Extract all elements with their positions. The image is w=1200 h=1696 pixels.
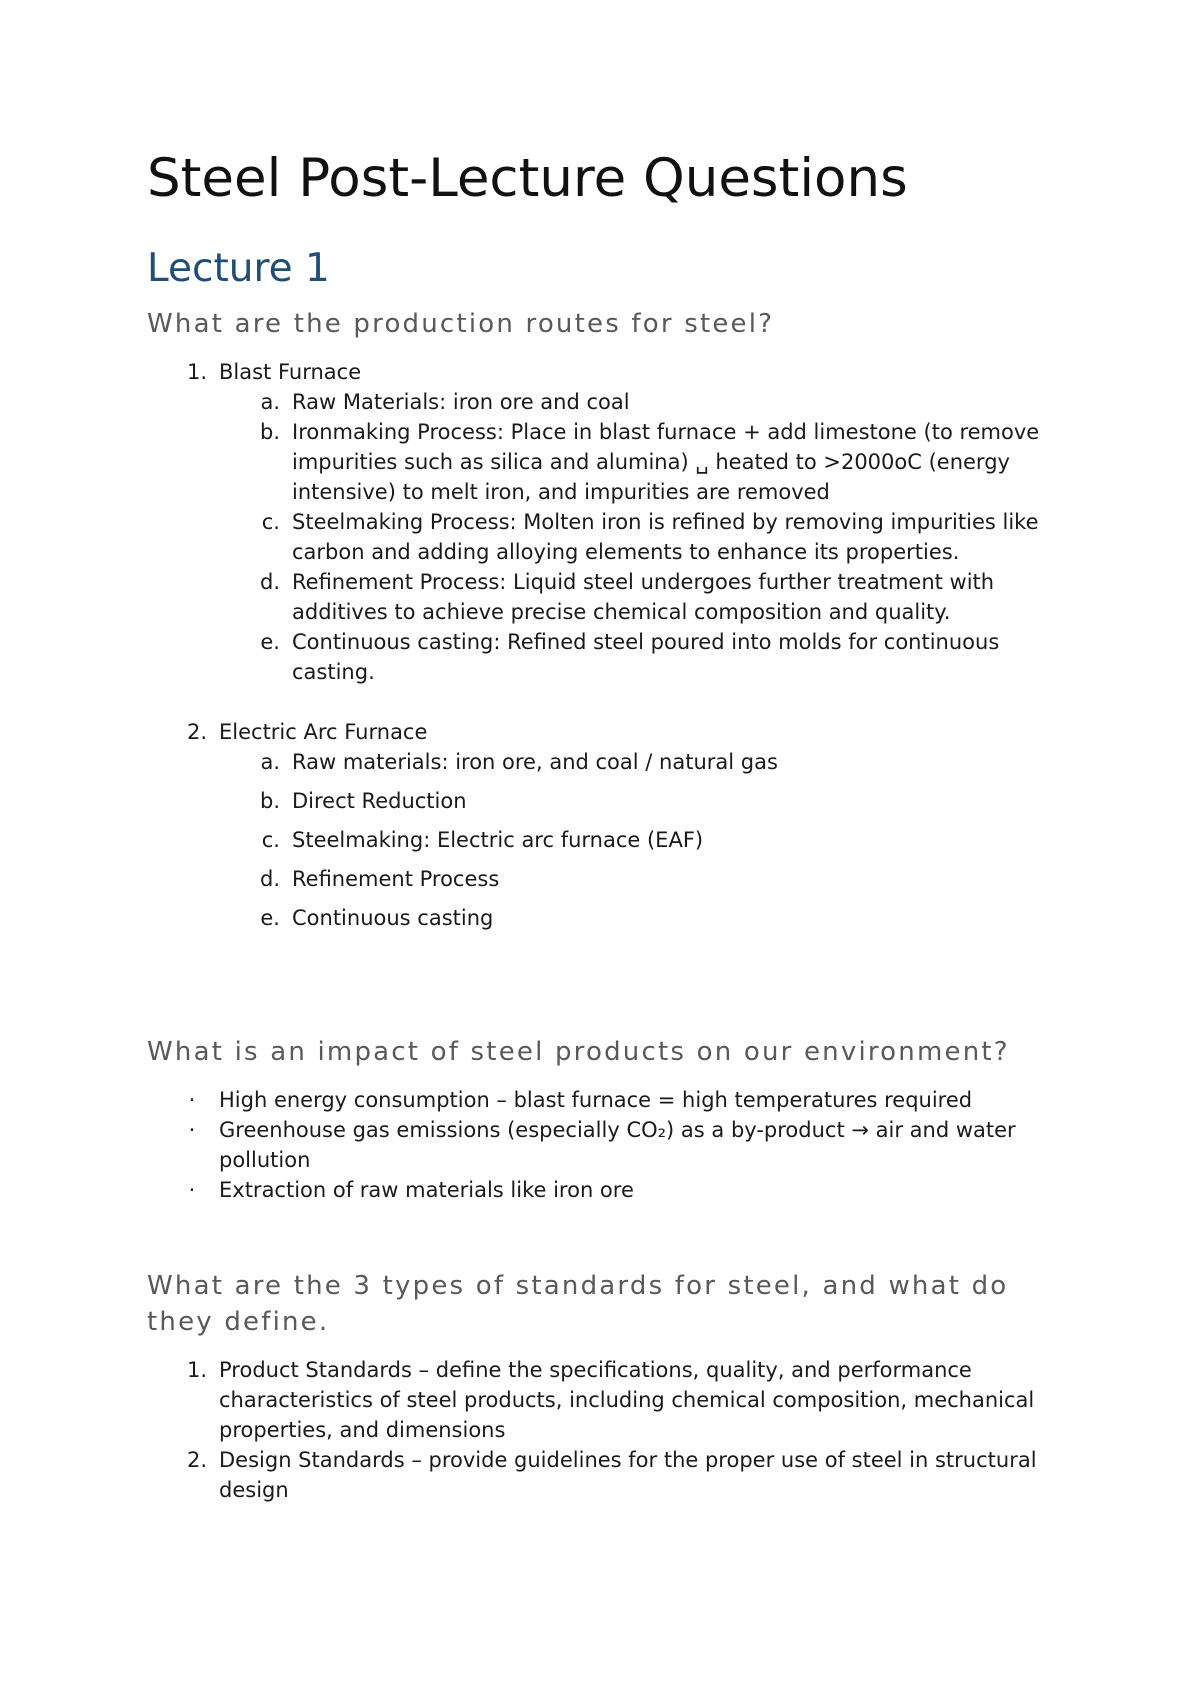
- bullet-text: High energy consumption – blast furnace = high temperatures required: [219, 1088, 973, 1112]
- list-item-bullet: [147, 1085, 1067, 1115]
- step-text: Steelmaking Process: Molten iron is refined by removing impurities like carbon and adding alloying elements to enhance its properties.: [292, 510, 1039, 564]
- lecture-heading: Lecture 1: [147, 246, 330, 291]
- list-item-step: [147, 825, 1067, 855]
- list-item-standard: [147, 1445, 1067, 1505]
- document-title: Steel Post-Lecture Questions: [147, 148, 908, 209]
- bullet-text: Extraction of raw materials like iron ore: [219, 1178, 634, 1202]
- bullet-marker: ·: [188, 1118, 196, 1142]
- step-text: Steelmaking: Electric arc furnace (EAF): [292, 828, 704, 852]
- list-item-route-2: [147, 717, 1067, 747]
- standards-list: [147, 1355, 1067, 1505]
- bullet-text: Greenhouse gas emissions (especially CO₂) as a by-product → air and water pollution: [219, 1118, 1016, 1172]
- list-letter: a.: [260, 750, 280, 774]
- list-item-step: [147, 864, 1067, 894]
- step-text: Refinement Process: Liquid steel undergoes further treatment with additives to achieve precise chemical composition and quality.: [292, 570, 995, 624]
- list-number: 2.: [186, 720, 207, 744]
- list-number: 2.: [186, 1448, 207, 1472]
- list-item-route-1: [147, 357, 1067, 387]
- step-text: Continuous casting: Refined steel poured into molds for continuous casting.: [292, 630, 1000, 684]
- step-text: Ironmaking Process: Place in blast furnace + add limestone (to remove impurities such as silica and alumina) ␣ heated to >2000oC (energy intensive) to melt iron, and impurities are removed: [292, 420, 1040, 504]
- list-letter: e.: [260, 630, 280, 654]
- environment-impact-list: [147, 1085, 1067, 1205]
- list-letter: b.: [259, 789, 280, 813]
- question-heading-environment-impact: What is an impact of steel products on our environment?: [147, 1037, 1010, 1067]
- list-item-step: [147, 627, 1067, 687]
- standard-text: Design Standards – provide guidelines for the proper use of steel in structural design: [219, 1448, 1037, 1502]
- bullet-marker: ·: [188, 1088, 196, 1112]
- list-number: 1.: [186, 360, 207, 384]
- step-text: Raw materials: iron ore, and coal / natural gas: [292, 750, 778, 774]
- list-item-step: [147, 417, 1067, 507]
- step-text: Direct Reduction: [292, 789, 467, 813]
- list-item-step: [147, 903, 1067, 933]
- step-text: Raw Materials: iron ore and coal: [292, 390, 630, 414]
- list-item-bullet: [147, 1115, 1067, 1175]
- list-item-step: [147, 507, 1067, 567]
- list-letter: c.: [261, 828, 280, 852]
- list-item-step: [147, 567, 1067, 627]
- step-text: Refinement Process: [292, 867, 500, 891]
- list-letter: d.: [259, 867, 280, 891]
- route-label: Electric Arc Furnace: [219, 720, 428, 744]
- list-letter: c.: [261, 510, 280, 534]
- list-number: 1.: [186, 1358, 207, 1382]
- list-item-step: [147, 387, 1067, 417]
- route-label: Blast Furnace: [219, 360, 362, 384]
- list-letter: a.: [260, 390, 280, 414]
- list-item-standard: [147, 1355, 1067, 1445]
- list-item-bullet: [147, 1175, 1067, 1205]
- list-letter: d.: [259, 570, 280, 594]
- list-item-step: [147, 747, 1067, 777]
- bullet-marker: ·: [188, 1178, 196, 1202]
- question-heading-production-routes: What are the production routes for steel?: [147, 309, 775, 339]
- step-text: Continuous casting: [292, 906, 494, 930]
- production-routes-list: [147, 357, 1067, 933]
- list-item-step: [147, 786, 1067, 816]
- standard-text: Product Standards – define the specifications, quality, and performance characteristics of steel products, including chemical composition, mechanical properties, and dimensions: [219, 1358, 1035, 1442]
- list-letter: b.: [259, 420, 280, 444]
- question-heading-standards: What are the 3 types of standards for steel, and what do they define.: [147, 1271, 1009, 1337]
- list-letter: e.: [260, 906, 280, 930]
